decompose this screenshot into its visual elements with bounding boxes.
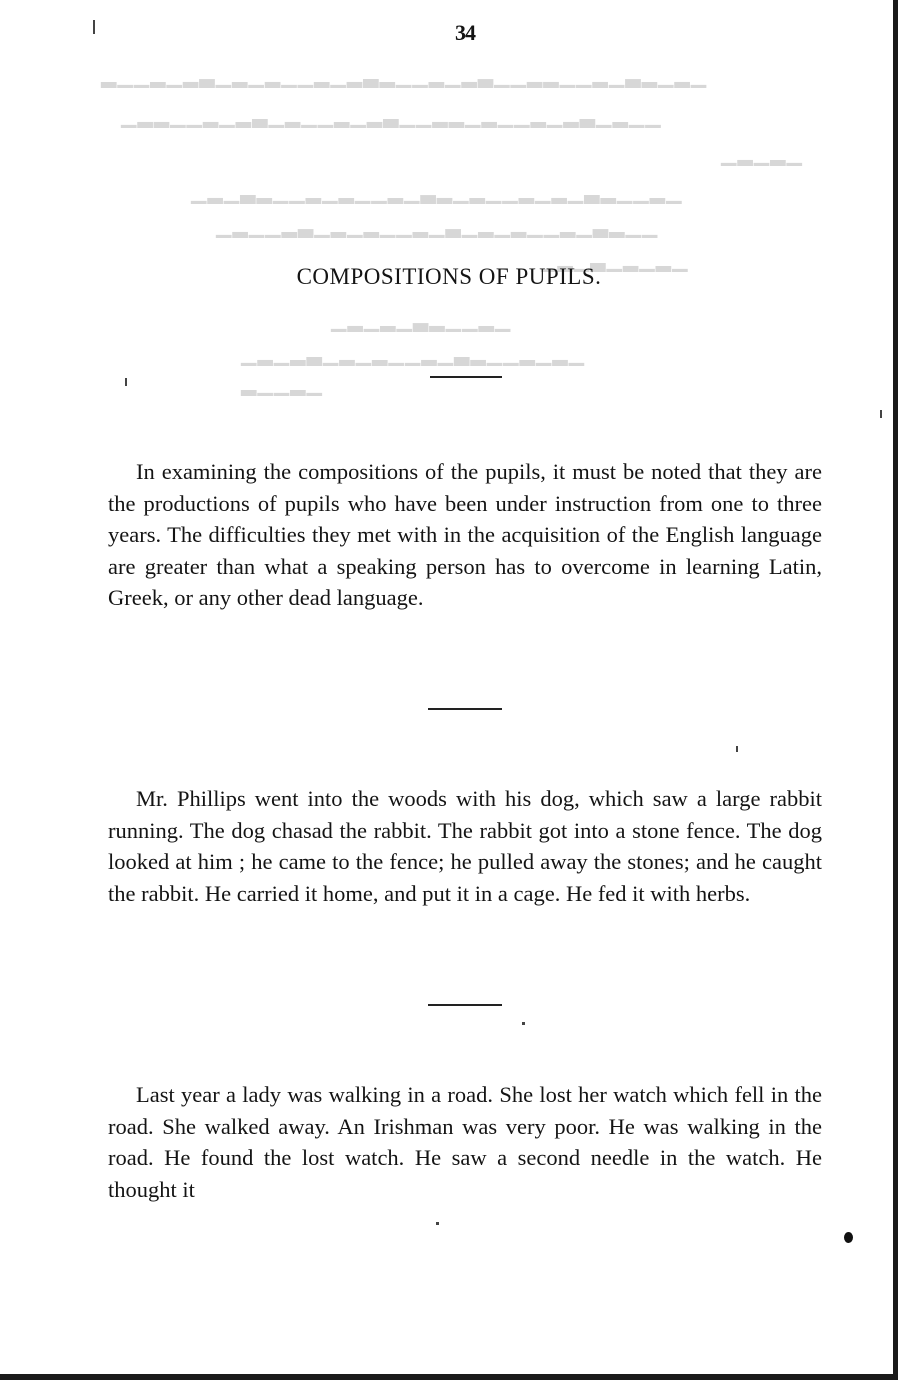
bleed-through-line: ▁▂▁▂▁▁▂▃▁▂▁▁▂▁▂▁▃▂▁▂▁ — [240, 344, 584, 366]
bleed-through-line: ▁▂▁▂▁▃▁▂▁ — [540, 250, 688, 272]
ink-speck — [736, 746, 738, 752]
bleed-through-line: ▁▂▁▁▂ — [240, 374, 322, 396]
section-title: COMPOSITIONS OF PUPILS. — [296, 264, 602, 289]
composition-watch-text: Last year a lady was walking in a road. She lost her watch which fell in the road. She walked away. An Irishman was very poor. He was walking in the road. He found the lost watch. He saw a second needle in the watch. He thought it — [108, 1082, 822, 1202]
ink-speck — [522, 1022, 525, 1025]
bleed-through-line: ▁▂▁▁▂▃▁▂▁▂▁▁▂▁▂▃▁▂▁▁▂▁▂▁▁▂▃▁▂▁ — [190, 182, 682, 204]
ink-blot — [844, 1232, 853, 1243]
bleed-through-line: ▁▂▁▁▂▃▁▂▁▂▁ — [330, 310, 511, 332]
bleed-through-line: ▁▁▂▁▃▂▁▂▁▁▂▁▂▂▁▁▃▂▁▂▁▁▂▁▃▂▁▂▁▁▂▂▁ — [120, 106, 661, 128]
ink-speck — [125, 378, 127, 386]
composition-paragraph — [108, 1079, 822, 1205]
bleed-through-line: ▁▁▂▃▁▂▁▁▂▁▂▁▃▁▂▁▁▂▁▂▁▃▂▁▁▂▁ — [215, 216, 658, 238]
page-bottom-edge — [0, 1374, 898, 1380]
composition-rabbit-text: Mr. Phillips went into the woods with his dog, which saw a large rabbit running. The dog chasad the rabbit. The rabbit got into a stone fence. The dog looked at him ; he came to the fence; he pulled away the stones; and he caught the rabbit. He carried it home, and put it in a cage. He fed it with herbs. — [108, 786, 822, 906]
section-divider — [428, 708, 502, 710]
ink-speck — [880, 410, 882, 418]
title-rule — [430, 376, 502, 378]
ink-speck — [436, 1222, 439, 1225]
ink-speck — [93, 20, 95, 34]
bleed-through-line: ▁▂▁▂▁ — [720, 144, 802, 166]
page-number: 34 — [455, 20, 475, 45]
section-divider — [428, 1004, 502, 1006]
intro-paragraph — [108, 456, 822, 614]
composition-paragraph — [108, 783, 822, 909]
intro-paragraph-text: In examining the compositions of the pupils, it must be noted that they are the productions of pupils who have been under instruction from one to three years. The difficulties they met with in the acquisition of the English language are greater than what a speaking person has to overcome in learning Latin, Greek, or any other dead language. — [108, 459, 822, 610]
bleed-through-line: ▁▂▁▂▃▁▂▁▁▂▂▁▁▃▂▁▂▁▁▂▃▂▁▂▁▁▂▁▂▁▃▂▁▂▁▁▂ — [100, 66, 707, 88]
page-right-edge — [893, 0, 898, 1380]
